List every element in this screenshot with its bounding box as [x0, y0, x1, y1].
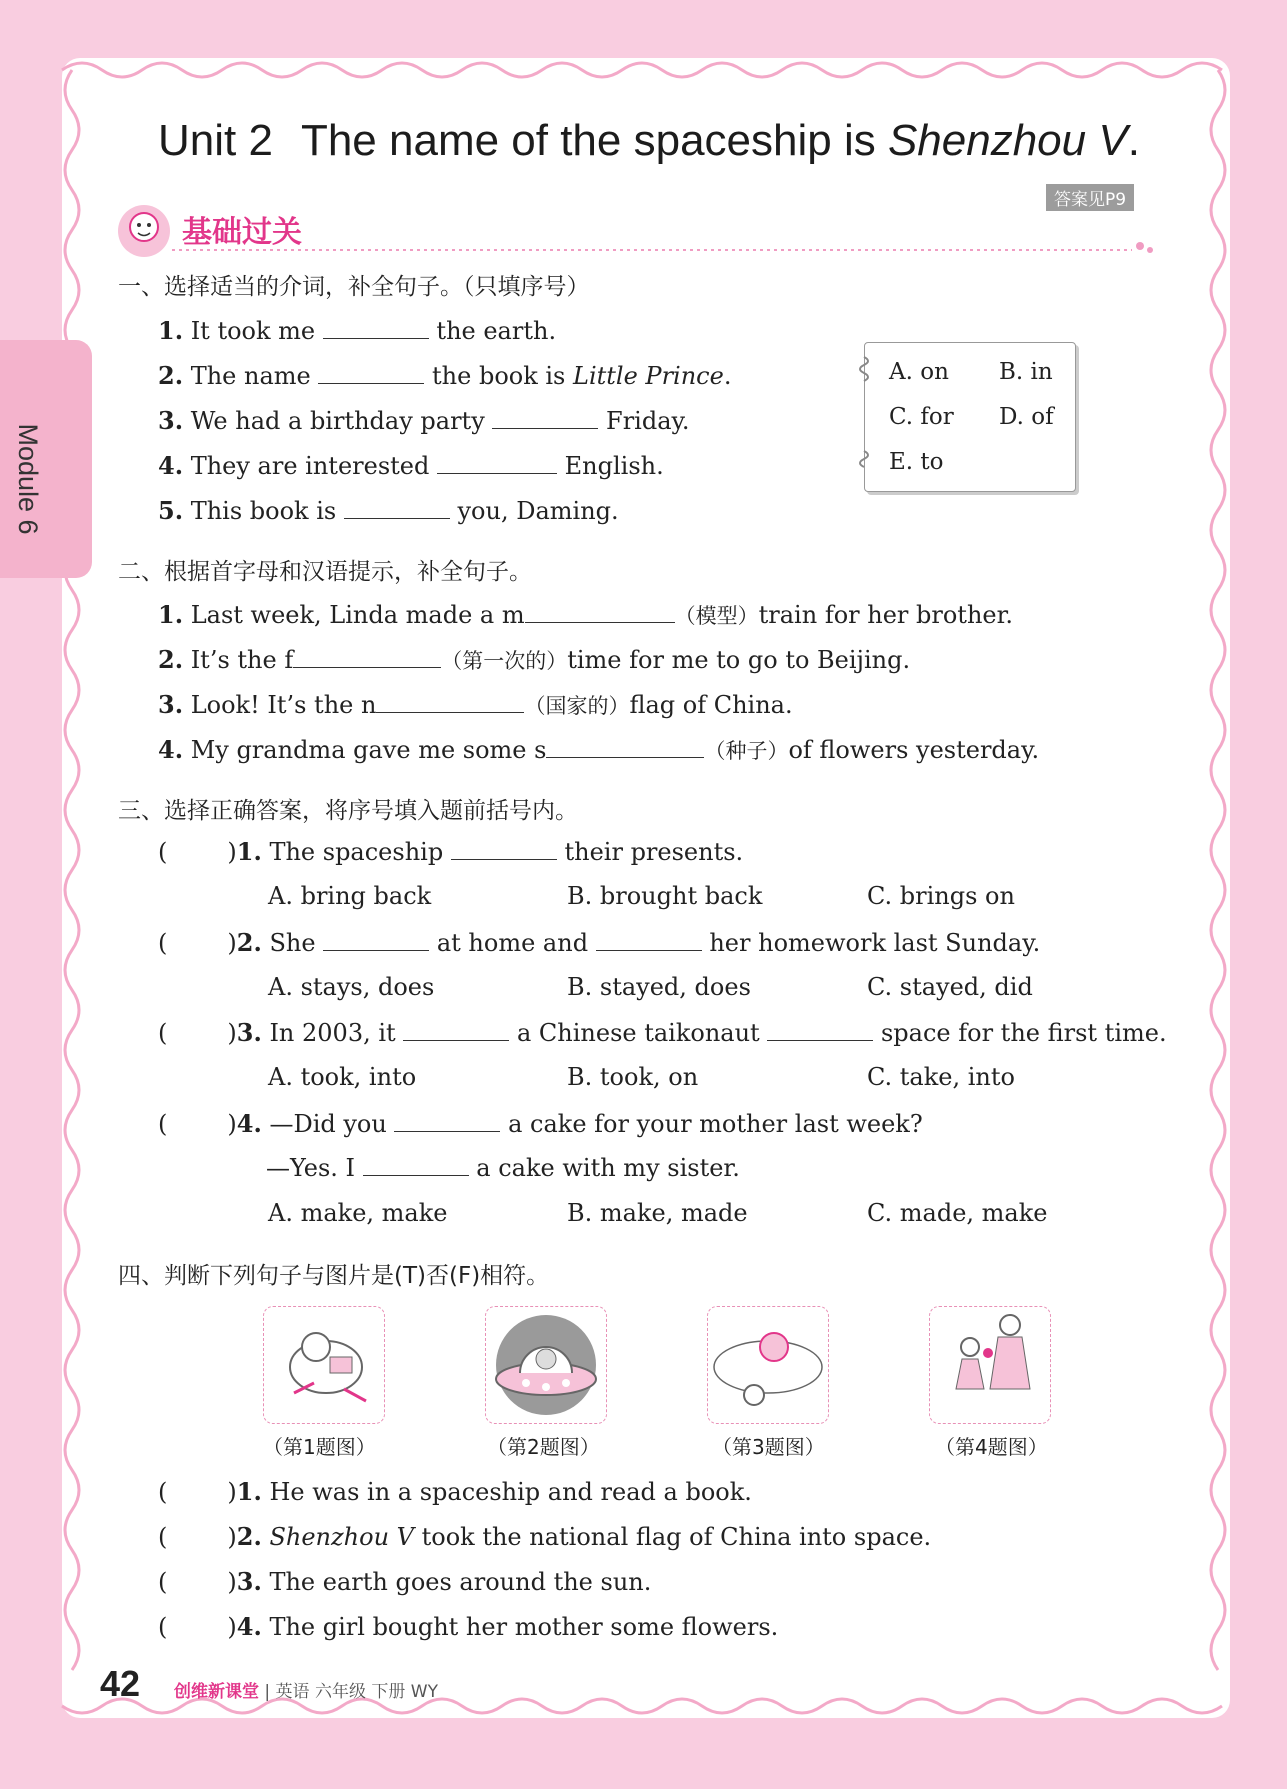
part2-heading: 二、根据首字母和汉语提示，补全句子。 — [118, 559, 532, 585]
part2-item-2: 2. It’s the f （第一次的）time for me to go to Beijing. — [158, 645, 911, 674]
picture-3-sun-earth — [707, 1306, 829, 1424]
part1-heading: 一、选择适当的介词，补全句子。（只填序号） — [118, 274, 590, 300]
option-b: B. in — [999, 359, 1053, 385]
ufo-alien-icon — [486, 1307, 606, 1423]
options-box — [864, 342, 1076, 492]
part1-item-1: 1. It took me the earth. — [158, 316, 557, 345]
page-title — [158, 116, 1140, 166]
part4-item-4: ( )4. The girl bought her mother some flowers. — [158, 1612, 779, 1641]
part3-item-1: ( )1. The spaceship their presents. — [158, 837, 744, 866]
part3-item-3-option-b: B. took, on — [567, 1063, 699, 1091]
caption-4: （第4题图） — [935, 1435, 1048, 1459]
part3-item-4: ( )4. —Did you a cake for your mother last week? — [158, 1109, 923, 1138]
module-side-tab — [0, 340, 92, 578]
answer-blank[interactable] — [437, 453, 557, 474]
picture-4-girl-mother — [929, 1306, 1051, 1424]
caption-3: （第3题图） — [712, 1435, 825, 1459]
option-a: A. on — [889, 359, 949, 385]
part4-item-1: ( )1. He was in a spaceship and read a book. — [158, 1477, 752, 1506]
answer-blank[interactable] — [492, 408, 598, 429]
answer-blank[interactable] — [363, 1155, 469, 1176]
footer-info: 创维新课堂 | 英语 六年级 下册 WY — [174, 1682, 438, 1702]
part3-item-1-option-c: C. brings on — [867, 882, 1015, 910]
caption-1: （第1题图） — [263, 1435, 376, 1459]
mascot-icon — [116, 203, 172, 259]
part2-item-3: 3. Look! It’s the n （国家的）flag of China. — [158, 690, 793, 719]
answer-blank[interactable] — [767, 1020, 873, 1041]
answer-blank[interactable] — [323, 930, 429, 951]
page-number: 42 — [100, 1663, 141, 1704]
part4-item-2: ( )2. Shenzhou V took the national flag of China into space. — [158, 1522, 932, 1551]
part3-item-2: ( )2. She at home and her homework last Sunday. — [158, 928, 1041, 957]
part3-item-3-option-a: A. took, into — [268, 1063, 417, 1091]
part3-item-4-option-a: A. make, make — [268, 1199, 448, 1227]
part3-item-4-line2: —Yes. I a cake with my sister. — [266, 1154, 740, 1182]
option-c: C. for — [889, 404, 954, 430]
module-label: Module 6 — [13, 423, 43, 535]
part1-item-3: 3. We had a birthday party Friday. — [158, 406, 690, 435]
part2-item-4: 4. My grandma gave me some s （种子）of flowers yesterday. — [158, 735, 1040, 764]
title-italic: Shenzhou V — [887, 116, 1128, 165]
footer-brand: 创维新课堂 — [174, 1682, 259, 1702]
answer-blank[interactable] — [376, 692, 524, 713]
answer-blank[interactable] — [293, 647, 441, 668]
part3-item-1-option-b: B. brought back — [567, 882, 763, 910]
part1-item-2: 2. The name the book is Little Prince. — [158, 361, 732, 390]
spiral-binding-icon — [855, 353, 873, 473]
sun-earth-orbit-icon — [708, 1307, 828, 1423]
option-e: E. to — [889, 449, 944, 475]
answer-blank[interactable] — [546, 737, 704, 758]
answer-blank[interactable] — [344, 498, 450, 519]
section-divider — [172, 238, 1162, 254]
answer-blank[interactable] — [394, 1111, 500, 1132]
title-text: The name of the spaceship is — [300, 116, 888, 165]
part1-item-4: 4. They are interested English. — [158, 451, 664, 480]
part3-item-1-option-a: A. bring back — [268, 882, 432, 910]
part3-item-4-option-b: B. make, made — [567, 1199, 748, 1227]
answer-blank[interactable] — [318, 363, 424, 384]
part3-item-3-option-c: C. take, into — [867, 1063, 1015, 1091]
part3-item-2-option-b: B. stayed, does — [567, 973, 751, 1001]
part3-heading: 三、选择正确答案，将序号填入题前括号内。 — [118, 798, 578, 824]
answer-blank[interactable] — [403, 1020, 509, 1041]
part3-item-4-option-c: C. made, make — [867, 1199, 1048, 1227]
part3-item-2-option-a: A. stays, does — [268, 973, 435, 1001]
girl-mother-flowers-icon — [930, 1307, 1050, 1423]
answer-blank[interactable] — [323, 318, 429, 339]
answer-reference-badge: 答案见P9 — [1046, 184, 1134, 211]
picture-2-ufo — [485, 1306, 607, 1424]
part3-item-3: ( )3. In 2003, it a Chinese taikonaut space for the first time. — [158, 1018, 1167, 1047]
title-end: . — [1127, 116, 1140, 165]
section-title: 基础过关 — [182, 215, 302, 250]
part4-heading: 四、判断下列句子与图片是(T)否(F)相符。 — [118, 1263, 550, 1289]
part1-item-5: 5. This book is you, Daming. — [158, 496, 619, 525]
astronaut-reading-icon — [264, 1307, 384, 1423]
answer-blank[interactable] — [596, 930, 702, 951]
answer-blank[interactable] — [451, 839, 557, 860]
picture-1-astronaut — [263, 1306, 385, 1424]
answer-blank[interactable] — [525, 602, 675, 623]
unit-label: Unit 2 — [158, 116, 273, 165]
part4-item-3: ( )3. The earth goes around the sun. — [158, 1567, 652, 1596]
footer-course: 英语 六年级 下册 WY — [275, 1682, 438, 1702]
caption-2: （第2题图） — [487, 1435, 600, 1459]
option-d: D. of — [999, 404, 1054, 430]
part3-item-2-option-c: C. stayed, did — [867, 973, 1033, 1001]
part2-item-1: 1. Last week, Linda made a m （模型）train for her brother. — [158, 600, 1014, 629]
